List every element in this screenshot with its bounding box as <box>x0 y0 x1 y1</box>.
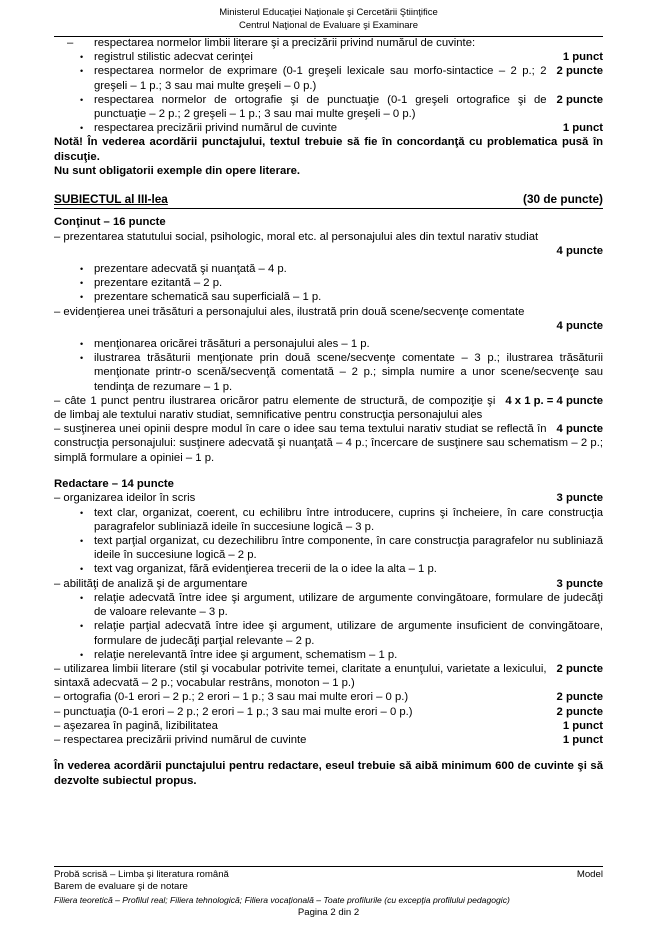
redactare-criterion-abilitati <box>54 577 603 591</box>
redactare-criterion-limba <box>54 662 603 690</box>
list-item <box>54 534 603 562</box>
footer-exam-title: Probă scrisă – Limba şi literatura română <box>54 868 229 880</box>
criterion-text: – utilizarea limbii literare (stil şi vocabular potrivite temei, claritate a enunţului, varietate a lexicului, sintaxă adecvată – 2 p.; vocabular restrâns, monoton – 1 p.) <box>54 662 547 690</box>
criterion-text: – organizarea ideilor în scris <box>54 492 196 505</box>
list-item <box>54 121 603 135</box>
redactare-criterion-asezare <box>54 719 603 733</box>
score-value: 3 puncte <box>556 492 603 505</box>
criterion-text: – câte 1 punct pentru ilustrarea oricăror patru elemente de structură, de compoziţie şi de limbaj ale textului narativ studiat, semnificative pentru construcţia personajului ales <box>54 394 496 422</box>
continut-criterion-structura <box>54 394 603 422</box>
list-item <box>54 262 603 276</box>
continut-criterion-opinie <box>54 422 603 465</box>
list-item-text: text vag organizat, fără evidenţierea trecerii de la o idee la alta – 1 p. <box>94 563 437 576</box>
list-item-text: menţionarea oricărei trăsături a personajului ales – 1 p. <box>94 338 370 351</box>
note-secondary-line: Nu sunt obligatorii exemple din opere literare. <box>54 164 301 177</box>
criterion-lead-text: respectarea normelor limbii literare şi a precizării privind numărul de cuvinte: <box>94 37 476 49</box>
bullet-marker: • <box>80 66 84 77</box>
bullet-marker: • <box>80 621 84 632</box>
dash-marker: – <box>67 37 74 49</box>
list-item-text: text clar, organizat, coerent, cu echilibru între introducere, cuprins şi încheiere, în care construcţia paragrafelor subliniază ideile în succesiune logică – 3 p. <box>94 506 603 533</box>
section-heading-continut: Conţinut – 16 puncte <box>54 216 166 229</box>
section-heading-redactare: Redactare – 14 puncte <box>54 477 174 490</box>
list-item-text: prezentare ezitantă – 2 p. <box>94 277 223 290</box>
bullet-marker: • <box>80 536 84 547</box>
list-item-text: ilustrarea trăsăturii menţionate prin două scene/secvenţe comentate – 3 p.; ilustrarea trăsăturii menţionate printr-o scenă/secvenţă comentată – 2 p.; simpla numire a unor scene/secvenţe sau tendinţa de rezumare – 1 p. <box>94 352 603 393</box>
footer-barem-line: Barem de evaluare şi de notare <box>54 881 188 893</box>
list-item-text: prezentare schematică sau superficială – 1 p. <box>94 291 322 304</box>
list-item <box>54 619 603 647</box>
redactare-criterion-organizare <box>54 491 603 505</box>
document-header <box>0 0 657 32</box>
score-value: 2 puncte <box>556 705 603 718</box>
list-item <box>54 276 603 290</box>
criterion-text: – respectarea precizării privind numărul de cuvinte <box>54 733 307 746</box>
list-item <box>54 337 603 351</box>
bullet-marker: • <box>80 278 84 289</box>
continut-criterion-2: – evidenţierea unei trăsături a personajului ales, ilustrată prin două scene/secvenţe comentate <box>54 305 525 318</box>
redactare-criterion-ortografia <box>54 690 603 704</box>
score-value: 4 puncte <box>556 423 603 436</box>
bullet-marker: • <box>80 264 84 275</box>
note-paragraph: Notă! În vederea acordării punctajului, textul trebuie să fie în concordanţă cu problematica pusă în discuţie. <box>54 136 603 163</box>
score-value: 2 puncte <box>556 691 603 704</box>
score-value: 4 x 1 p. = 4 puncte <box>505 394 603 407</box>
document-footer <box>54 866 603 919</box>
score-value: 1 punct <box>562 122 603 135</box>
score-value: 1 punct <box>562 51 603 64</box>
list-item-text: relaţie adecvată între idee şi argument, utilizare de argumente convingătoare, formulare de judecăţi de valoare relevante – 3 p. <box>94 591 603 619</box>
list-item <box>54 591 603 619</box>
footer-page-number: Pagina 2 din 2 <box>297 907 360 918</box>
list-item <box>54 64 603 92</box>
redactare-criterion-punctuatia <box>54 705 603 719</box>
continut-criterion-1: – prezentarea statutului social, psihologic, moral etc. al personajului ales din textul narativ studiat <box>54 230 539 243</box>
list-item <box>54 50 603 64</box>
score-value: 2 puncte <box>556 65 603 78</box>
bullet-marker: • <box>80 123 84 134</box>
criterion-text: – susţinerea unei opinii despre modul în care o idee sau tema textului narativ studiat se reflectă în construcţia personajului: susţinere adecvată şi nuanţată – 4 p.; încercare de susţinere sau schematism – 2 p.; simplă formulare a opiniei – 1 p. <box>54 423 603 464</box>
bullet-marker: • <box>80 353 84 364</box>
list-item <box>54 648 603 662</box>
list-item-text: relaţie nerelevantă între idee şi argument, schematism – 1 p. <box>94 648 398 661</box>
list-item <box>54 562 603 576</box>
bullet-marker: • <box>80 507 84 518</box>
list-item-text: registrul stilistic adecvat cerinţei <box>94 51 253 64</box>
footer-model-label: Model <box>576 868 603 880</box>
list-item-text: respectarea precizării privind numărul de cuvinte <box>94 122 337 135</box>
header-center-line: Centrul Naţional de Evaluare şi Examinare <box>238 19 418 31</box>
footer-divider <box>54 866 603 867</box>
bullet-marker: • <box>80 649 84 660</box>
list-item-text: relaţie parţial adecvată între idee şi argument, utilizare de argumente insuficient de convingătoare, formulare de judecăţi parţial relevante – 2 p. <box>94 620 603 647</box>
bullet-marker: • <box>80 339 84 350</box>
bullet-marker: • <box>80 592 84 603</box>
score-value: 1 punct <box>562 719 603 732</box>
list-item-text: respectarea normelor de exprimare (0-1 greşeli lexicale sau morfo-sintactice – 2 p.; 2 greşeli – 1 p.; 3 sau mai multe greşeli – 0 p.) <box>94 65 547 92</box>
bullet-marker: • <box>80 564 84 575</box>
bullet-marker: • <box>80 292 84 303</box>
subject-heading <box>54 192 603 209</box>
score-value: 2 puncte <box>556 93 603 106</box>
criterion-text: – ortografia (0-1 erori – 2 p.; 2 erori – 1 p.; 3 sau mai multe erori – 0 p.) <box>54 691 409 704</box>
score-value: 1 punct <box>562 733 603 746</box>
footer-filiera-line: Filiera teoretică – Profilul real; Filiera tehnologică; Filiera vocaţională – Toate profilurile (cu excepţia profilului pedagogic) <box>54 895 510 905</box>
bullet-marker: • <box>80 52 84 63</box>
score-value: 2 puncte <box>556 662 603 675</box>
document-body <box>54 36 603 788</box>
list-item <box>54 351 603 394</box>
footer-exam-line <box>54 869 603 882</box>
bullet-marker: • <box>80 94 84 105</box>
header-ministry-line: Ministerul Educaţiei Naţionale şi Cercetării Ştiinţifice <box>219 7 438 18</box>
list-item <box>54 93 603 121</box>
criterion-lead-limba-literara <box>54 36 603 50</box>
score-value: 3 puncte <box>556 577 603 590</box>
subject-points: (30 de puncte) <box>523 192 603 207</box>
list-item <box>54 506 603 534</box>
list-item-text: respectarea normelor de ortografie şi de punctuaţie (0-1 greşeli ortografice şi de punctuaţie – 2 p.; 2 greşeli – 1 p.; 3 sau mai multe greşeli – 0 p.) <box>94 93 547 121</box>
list-item <box>54 290 603 304</box>
score-value: 4 puncte <box>556 244 603 257</box>
score-value: 4 puncte <box>556 319 603 332</box>
redactare-criterion-cuvinte <box>54 733 603 747</box>
final-note-paragraph: În vederea acordării punctajului pentru redactare, eseul trebuie să aibă minimum 600 de cuvinte şi să dezvolte subiectul propus. <box>54 760 603 787</box>
subject-title: SUBIECTUL al III-lea <box>54 192 168 207</box>
list-item-text: prezentare adecvată şi nuanţată – 4 p. <box>94 263 287 276</box>
list-item-text: text parţial organizat, cu dezechilibru între componente, în care construcţia paragrafelor nu subliniază ideile în succesiune logică – 2 p. <box>94 535 603 562</box>
criterion-text: – aşezarea în pagină, lizibilitatea <box>54 719 218 732</box>
criterion-text: – abilităţi de analiză şi de argumentare <box>54 577 248 590</box>
criterion-text: – punctuaţia (0-1 erori – 2 p.; 2 erori – 1 p.; 3 sau mai multe erori – 0 p.) <box>54 705 413 718</box>
